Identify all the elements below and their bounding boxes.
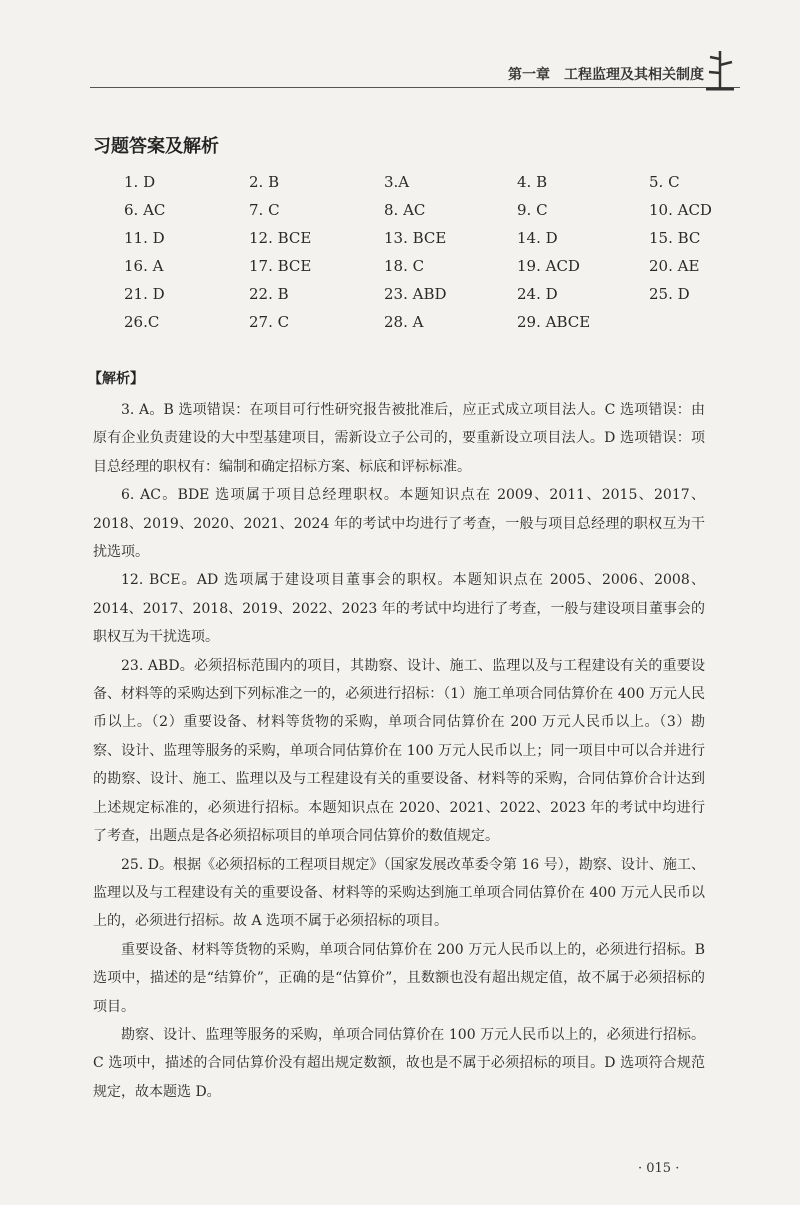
answer-item: 29. ABCE (517, 313, 591, 331)
page-header (90, 62, 740, 92)
answer-item: 7. C (249, 201, 280, 219)
answer-item: 8. AC (384, 201, 426, 219)
answer-item: 24. D (517, 285, 558, 303)
analysis-paragraph: 23. ABD。必须招标范围内的项目，其勘察、设计、施工、监理以及与工程建设有关的重要设备、材料等的采购达到下列标准之一的，必须进行招标：（1）施工单项合同估算价在 400 万元人民币以上。（2）重要设备、材料等货物的采购，单项合同估算价在 200 万元人民币以上。（3）勘察、设计、监理等服务的采购，单项合同估算价在 100 万元人民币以上；同一项目中可以合并进行的勘察、设计、施工、监理以及与工程建设有关的重要设备、材料等的采购，合同估算价合计达到上述规定标准的，必须进行招标。本题知识点在 2020、2021、2022、2023 年的考试中均进行了考查，出题点是各必须招标项目的单项合同估算价的数值规定。 (93, 657, 705, 845)
answer-item: 27. C (249, 313, 290, 331)
answer-item: 18. C (384, 257, 425, 275)
analysis-paragraph: 勘察、设计、监理等服务的采购，单项合同估算价在 100 万元人民币以上的，必须进行招标。C 选项中，描述的合同估算价没有超出规定数额，故也是不属于必须招标的项目。D 选项符合规范规定，故本题选 D。 (93, 1026, 705, 1100)
answer-item: 11. D (124, 229, 165, 247)
plant-logo-icon (700, 47, 740, 93)
answer-item: 5. C (649, 173, 680, 191)
answer-item (649, 312, 724, 332)
answer-item: 16. A (124, 257, 164, 275)
answer-item: 13. BCE (384, 229, 447, 247)
answer-item: 3.A (384, 173, 410, 191)
answer-item: 22. B (249, 285, 289, 303)
answer-grid (124, 172, 724, 332)
answer-item: 28. A (384, 313, 424, 331)
answer-item: 9. C (517, 201, 548, 219)
answer-item: 1. D (124, 173, 156, 191)
answer-item: 14. D (517, 229, 558, 247)
analysis-paragraph: 6. AC。BDE 选项属于项目总经理职权。本题知识点在 2009、2011、2015、2017、2018、2019、2020、2021、2024 年的考试中均进行了考查，一般与项目总经理的职权互为干扰选项。 (93, 487, 705, 561)
answer-item: 4. B (517, 173, 548, 191)
answer-item: 10. ACD (649, 201, 712, 219)
analysis-paragraph: 25. D。根据《必须招标的工程项目规定》（国家发展改革委令第 16 号），勘察、设计、施工、监理以及与工程建设有关的重要设备、材料等的采购达到施工单项合同估算价在 400 万元人民币以上的，必须进行招标。故 A 选项不属于必须招标的项目。 (93, 856, 705, 930)
analysis-paragraph: 3. A。B 选项错误：在项目可行性研究报告被批准后，应正式成立项目法人。C 选项错误：由原有企业负责建设的大中型基建项目，需新设立子公司的，要重新设立项目法人。D 选项错误：项目总经理的职权有：编制和确定招标方案、标底和评标标准。 (93, 402, 705, 475)
answer-item: 25. D (649, 285, 690, 303)
section-title: 习题答案及解析 (93, 136, 219, 157)
answer-item: 21. D (124, 285, 165, 303)
answer-item: 6. AC (124, 201, 166, 219)
page-number: · 015 · (638, 1161, 680, 1176)
analysis-label: 【解析】 (88, 371, 144, 387)
header-rule (90, 87, 740, 88)
answer-item: 20. AE (649, 257, 700, 275)
answer-item: 26.C (124, 313, 160, 331)
answer-item: 12. BCE (249, 229, 312, 247)
answer-item: 2. B (249, 173, 280, 191)
answer-item: 17. BCE (249, 257, 312, 275)
analysis-paragraph: 12. BCE。AD 选项属于建设项目董事会的职权。本题知识点在 2005、2006、2008、2014、2017、2018、2019、2022、2023 年的考试中均进行了考查，一般与建设项目董事会的职权互为干扰选项。 (93, 572, 705, 646)
analysis-paragraph: 重要设备、材料等货物的采购，单项合同估算价在 200 万元人民币以上的，必须进行招标。B 选项中，描述的是“结算价”，正确的是“估算价”，且数额也没有超出规定值，故不属于必须招标的项目。 (93, 941, 705, 1015)
analysis-body (93, 396, 705, 1106)
answer-item: 19. ACD (517, 257, 580, 275)
chapter-title: 第一章 工程监理及其相关制度 (508, 67, 704, 83)
answer-item: 15. BC (649, 229, 701, 247)
answer-item: 23. ABD (384, 285, 447, 303)
